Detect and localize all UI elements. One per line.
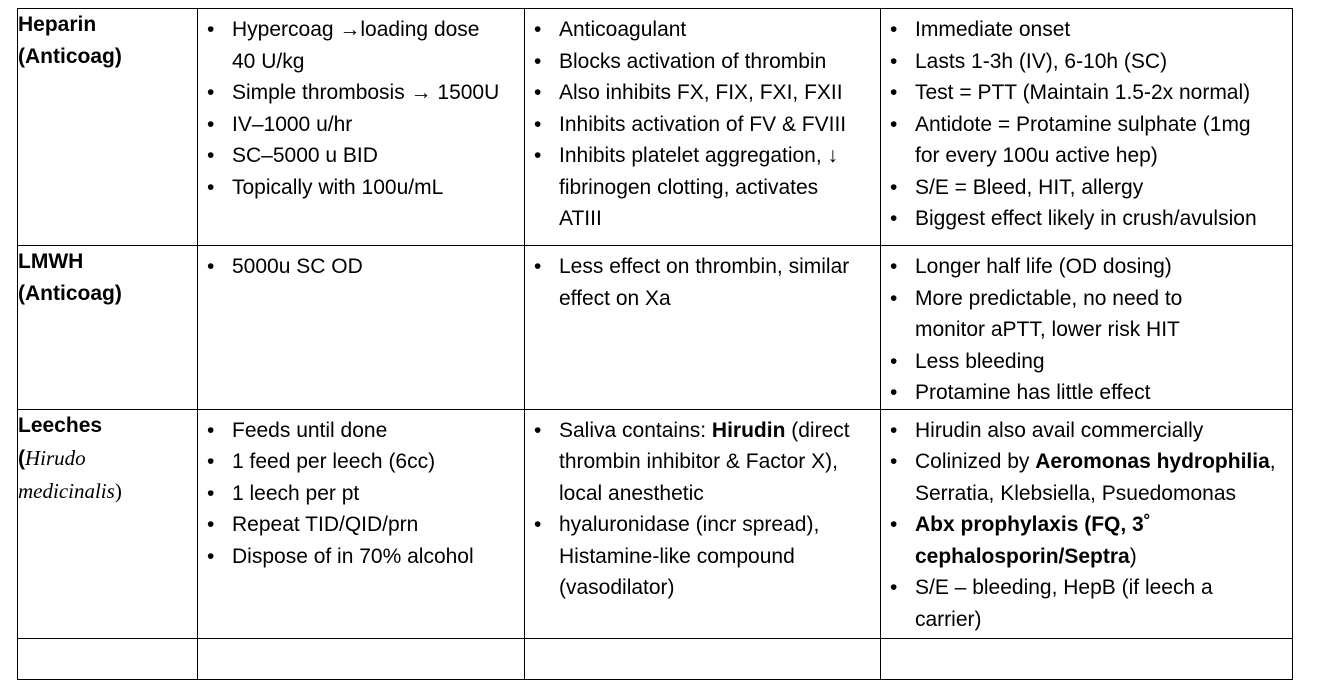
list-item: • More predictable, no need to monitor aPTT, lower risk HIT xyxy=(881,283,1292,346)
table-cell xyxy=(525,638,881,679)
table-row-heparin xyxy=(18,9,1293,246)
notes-cell xyxy=(881,9,1293,246)
drug-scientific-name-cont xyxy=(18,475,197,508)
list-item: • Longer half life (OD dosing) xyxy=(881,251,1292,283)
dosing-cell xyxy=(198,409,525,638)
table-cell xyxy=(198,638,525,679)
dosing-list xyxy=(198,246,524,283)
list-item: • Feeds until done xyxy=(198,415,524,447)
text: Saliva contains: xyxy=(559,418,712,442)
list-item: • Lasts 1-3h (IV), 6-10h (SC) xyxy=(881,46,1292,78)
list-item: • 1 feed per leech (6cc) xyxy=(198,446,524,478)
list-item xyxy=(881,446,1292,509)
list-item: • Immediate onset xyxy=(881,14,1292,46)
dosing-cell xyxy=(198,9,525,246)
text: Colinized by xyxy=(915,450,1036,473)
table-cell xyxy=(18,638,198,679)
drug-scientific-name xyxy=(18,442,197,475)
open-paren: ( xyxy=(18,446,25,470)
drug-name-cell xyxy=(18,246,198,410)
notes-cell xyxy=(881,409,1293,638)
list-item: • Simple thrombosis → 1500U xyxy=(198,77,524,109)
drug-name-cell xyxy=(18,409,198,638)
list-item xyxy=(881,509,1292,572)
mechanism-list xyxy=(525,9,880,235)
mechanism-list xyxy=(525,246,880,314)
list-item: • 1 leech per pt xyxy=(198,478,524,510)
table-row-leeches xyxy=(18,409,1293,638)
table-row-partial xyxy=(18,638,1293,679)
list-item: • Inhibits activation of FV & FVIII xyxy=(525,109,880,141)
dosing-list xyxy=(198,410,524,573)
list-item: • Hirudin also avail commercially xyxy=(881,415,1292,447)
drug-class: (Anticoag) xyxy=(18,282,122,305)
list-item: • Less bleeding xyxy=(881,346,1292,378)
dosing-list xyxy=(198,9,524,203)
list-item: • S/E – bleeding, HepB (if leech a carrier) xyxy=(881,572,1292,635)
text: ) xyxy=(1129,544,1137,568)
table-row-lmwh xyxy=(18,246,1293,410)
drug-name: LMWH xyxy=(18,250,84,273)
species-name: medicinalis xyxy=(18,478,115,503)
text: , Serratia, Klebsiella, Psuedomonas xyxy=(915,450,1276,505)
drug-class: (Anticoag) xyxy=(18,45,122,68)
genus-name: Hirudo xyxy=(25,445,86,470)
close-paren: ) xyxy=(114,478,122,503)
mechanism-cell xyxy=(525,246,881,410)
list-item: • Biggest effect likely in crush/avulsion xyxy=(881,203,1292,235)
list-item: • Dispose of in 70% alcohol xyxy=(198,541,524,573)
drug-name: Leeches xyxy=(18,413,103,437)
bold-text: Aeromonas hydrophilia xyxy=(1035,450,1270,473)
list-item: • Antidote = Protamine sulphate (1mg for every 100u active hep) xyxy=(881,109,1292,172)
list-item: • Protamine has little effect xyxy=(881,377,1292,409)
list-item: • Blocks activation of thrombin xyxy=(525,46,880,78)
list-item: • Test = PTT (Maintain 1.5-2x normal) xyxy=(881,77,1292,109)
list-item: • Anticoagulant xyxy=(525,14,880,46)
list-item: • SC–5000 u BID xyxy=(198,140,524,172)
list-item: • hyaluronidase (incr spread), Histamine-like compound (vasodilator) xyxy=(525,509,880,604)
dosing-cell xyxy=(198,246,525,410)
list-item: • S/E = Bleed, HIT, allergy xyxy=(881,172,1292,204)
mechanism-cell xyxy=(525,409,881,638)
list-item: • Inhibits platelet aggregation, ↓ fibrinogen clotting, activates ATIII xyxy=(525,140,880,235)
notes-list xyxy=(881,246,1292,409)
list-item xyxy=(525,415,880,510)
list-item: • Also inhibits FX, FIX, FXI, FXII xyxy=(525,77,880,109)
mechanism-list xyxy=(525,410,880,604)
table-cell xyxy=(881,638,1293,679)
drug-table xyxy=(17,8,1293,680)
list-item: • Less effect on thrombin, similar effect on Xa xyxy=(525,251,880,314)
notes-list xyxy=(881,410,1292,636)
list-item: • 5000u SC OD xyxy=(198,251,524,283)
mechanism-cell xyxy=(525,9,881,246)
bold-text: Abx prophylaxis (FQ, 3˚ cephalosporin/Septra xyxy=(915,513,1151,568)
notes-cell xyxy=(881,246,1293,410)
bold-text: Hirudin xyxy=(711,418,786,442)
list-item: • Hypercoag →loading dose 40 U/kg xyxy=(198,14,524,77)
list-item: • Repeat TID/QID/prn xyxy=(198,509,524,541)
text: (direct thrombin inhibitor & Factor X), local anesthetic xyxy=(559,418,850,505)
drug-name-cell xyxy=(18,9,198,246)
drug-name: Heparin xyxy=(18,13,97,36)
list-item: • IV–1000 u/hr xyxy=(198,109,524,141)
notes-list xyxy=(881,9,1292,235)
list-item: • Topically with 100u/mL xyxy=(198,172,524,204)
